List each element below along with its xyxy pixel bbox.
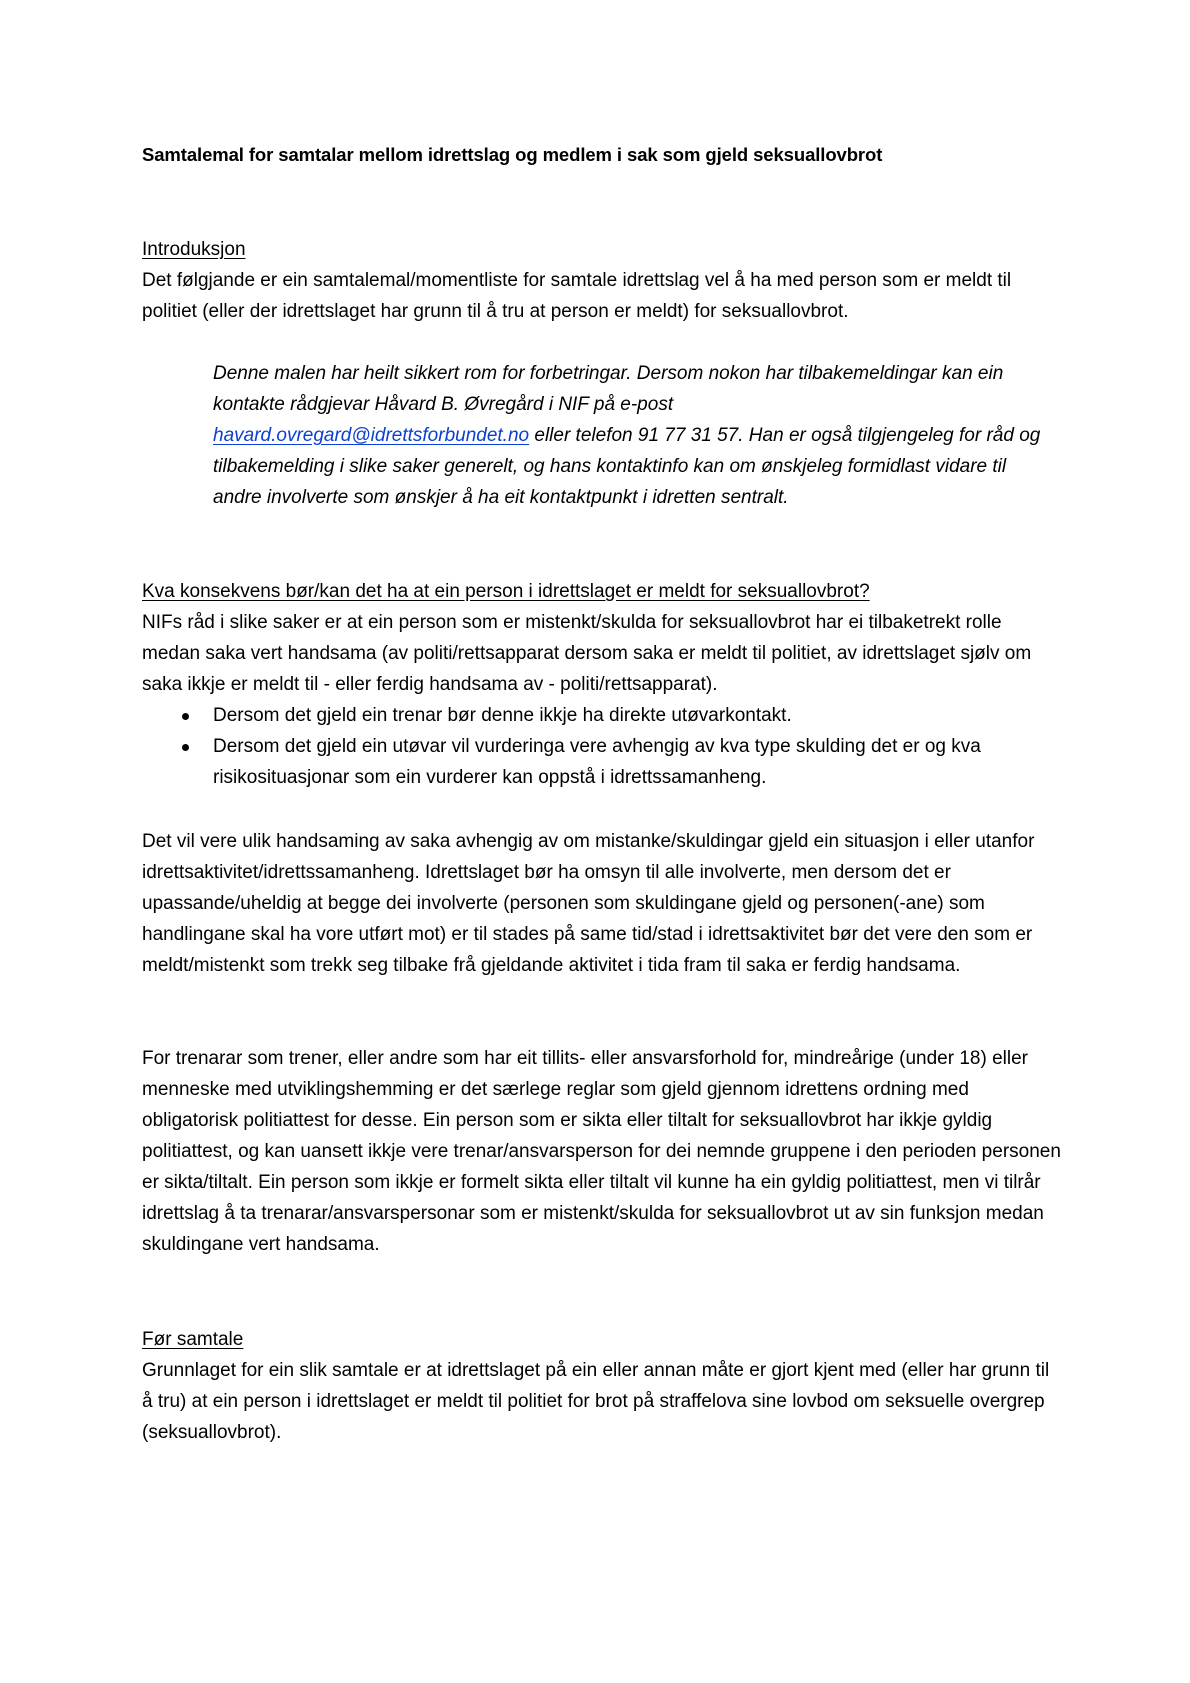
feedback-note	[213, 358, 1053, 513]
police-certificate-text: For trenarar som trener, eller andre som har eit tillits- eller ansvarsforhold for, mindreårige (under 18) eller menneske med utviklingshemming er det særlege reglar som gjeld gjennom idrettens ordning med obligatorisk politiattest for desse. Ein person som er sikta eller tiltalt for seksuallovbrot har ikkje gyldig politiattest, og kan uansett ikkje vere trenar/ansvarsperson for dei nemnde gruppene i den perioden personen er sikta/tiltalt. Ein person som ikkje er formelt sikta eller tiltalt vil kunne ha ein gyldig politiattest, men vi tilrår idrettslag å ta trenarar/ansvarspersonar som er mistenkt/skulda for seksuallovbrot ut av sin funksjon medan skuldingane vert handsama.	[142, 1048, 1061, 1255]
note-text-after: eller telefon 91 77 31 57. Han er også tilgjengeleg for råd og tilbakemelding i slike saker generelt, og hans kontaktinfo kan om ønskjeleg formidlast vidare til andre involverte som ønskjer å ha eit kontaktpunkt i idretten sentralt.	[213, 425, 1041, 508]
note-text-before: Denne malen har heilt sikkert rom for forbetringar. Dersom nokon har tilbakemeldingar kan ein kontakte rådgjevar Håvard B. Øvregård i NIF på e-post	[213, 363, 1004, 415]
consequence-bullet-list	[142, 700, 1062, 793]
intro-section	[142, 234, 1062, 327]
list-item	[142, 700, 1062, 731]
before-section	[142, 1324, 1062, 1448]
handling-paragraph	[142, 826, 1062, 981]
bullet-text: Dersom det gjeld ein trenar bør denne ikkje ha direkte utøvarkontakt.	[213, 705, 792, 726]
document-title: Samtalemal for samtalar mellom idrettslag og medlem i sak som gjeld seksuallovbrot	[142, 144, 883, 165]
police-certificate-paragraph	[142, 1043, 1062, 1260]
bullet-text: Dersom det gjeld ein utøvar vil vurderinga vere avhengig av kva type skulding det er og kva risikosituasjonar som ein vurderer kan oppstå i idrettssamanheng.	[213, 736, 981, 788]
email-link[interactable]: havard.ovregard@idrettsforbundet.no	[213, 425, 530, 446]
handling-text: Det vil vere ulik handsaming av saka avhengig av om mistanke/skuldingar gjeld ein situasjon i eller utanfor idrettsaktivitet/idrettssamanheng. Idrettslaget bør ha omsyn til alle involverte, men dersom det er upassande/uheldig at begge dei involverte (personen som skuldingane gjeld og personen(-ane) som handlingane skal ha vore utført mot) er til stades på same tid/stad i idrettsaktivitet bør det vere den som er meldt/mistenkt som trekk seg tilbake frå gjeldande aktivitet i tida fram til saka er ferdig handsama.	[142, 831, 1035, 976]
consequence-heading: Kva konsekvens bør/kan det ha at ein person i idrettslaget er meldt for seksuallovbrot?	[142, 581, 870, 602]
consequence-section	[142, 576, 1062, 793]
before-heading: Før samtale	[142, 1329, 244, 1350]
bullet-icon	[182, 713, 189, 720]
intro-heading: Introduksjon	[142, 239, 246, 260]
list-item	[142, 731, 1062, 793]
bullet-icon	[182, 744, 189, 751]
intro-text: Det følgjande er ein samtalemal/momentliste for samtale idrettslag vel å ha med person som er meldt til politiet (eller der idrettslaget har grunn til å tru at person er meldt) for seksuallovbrot.	[142, 270, 1012, 322]
consequence-text: NIFs råd i slike saker er at ein person som er mistenkt/skulda for seksuallovbrot har ei tilbaketrekt rolle medan saka vert handsama (av politi/rettsapparat dersom saka er meldt til politiet, av idrettslaget sjølv om saka ikkje er meldt til - eller ferdig handsama av - politi/rettsapparat).	[142, 612, 1032, 695]
before-text: Grunnlaget for ein slik samtale er at idrettslaget på ein eller annan måte er gjort kjent med (eller har grunn til å tru) at ein person i idrettslaget er meldt til politiet for brot på straffelova sine lovbod om seksuelle overgrep (seksuallovbrot).	[142, 1360, 1050, 1443]
